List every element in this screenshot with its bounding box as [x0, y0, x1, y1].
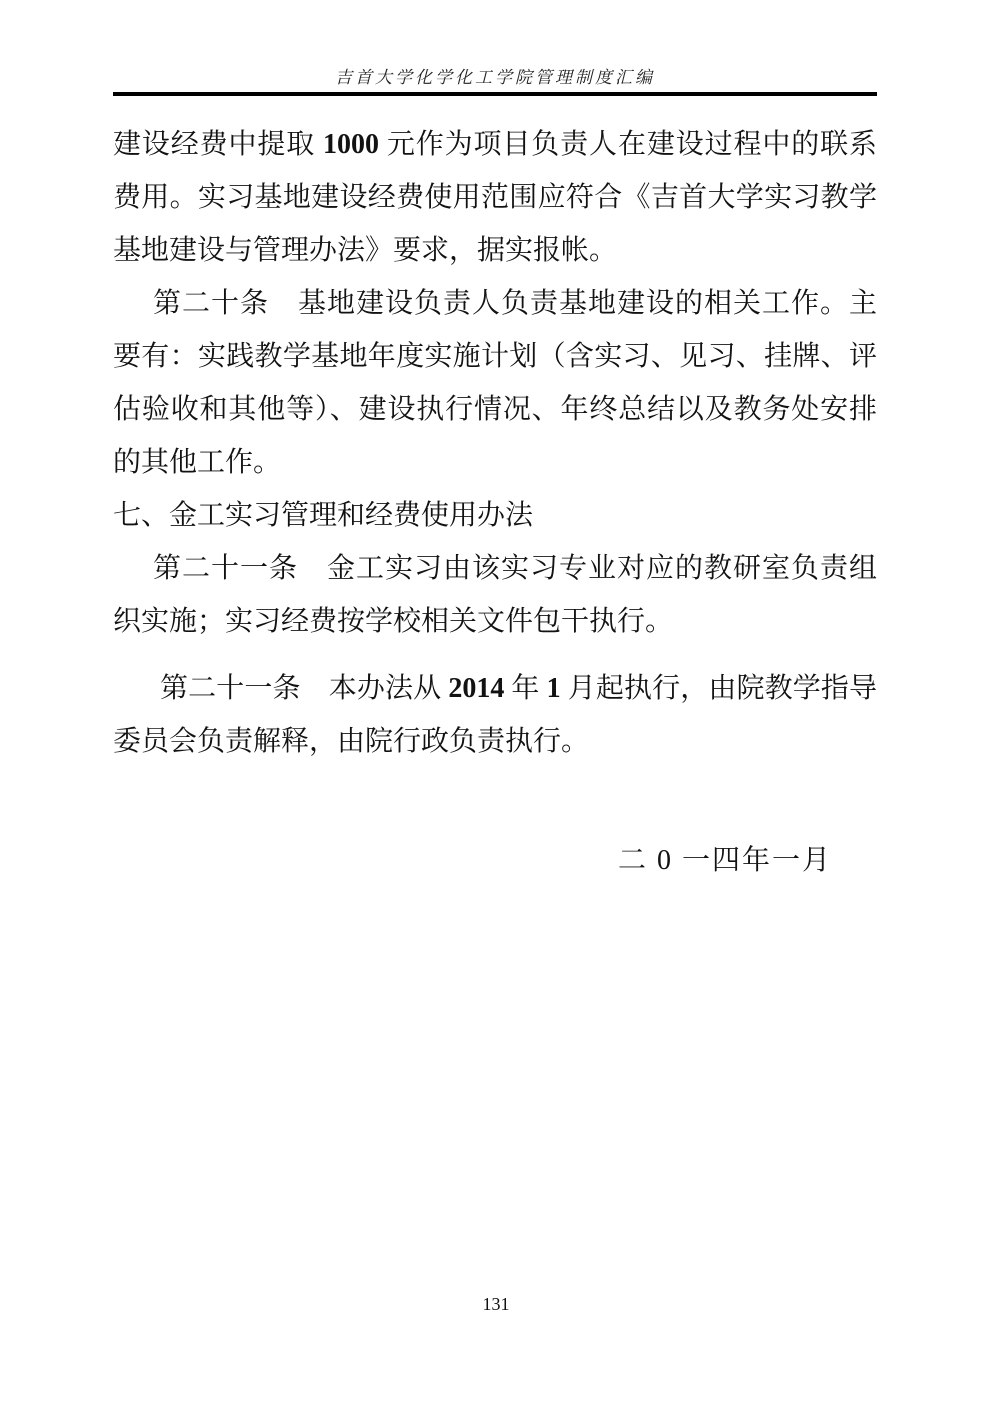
header-rule: [113, 92, 877, 96]
paragraph: [113, 542, 877, 648]
page-content: [113, 0, 877, 887]
text-segment: 元作为项目负责人在建设过程中的联系费用。实习基地建设经费使用范围应符合《吉首大学实习教学基地建设与管理办法》要求，据实报帐。: [113, 129, 877, 266]
paragraph: [113, 118, 877, 277]
document-body: [113, 118, 877, 768]
paragraph: [113, 662, 877, 768]
paragraph: [113, 277, 877, 489]
text-segment: 建设经费中提取: [113, 129, 324, 160]
bold-text-segment: 1: [546, 673, 561, 704]
page-number: 131: [482, 1294, 510, 1314]
text-segment: 第二十一条 本办法从: [160, 673, 449, 704]
text-segment: 第二十条 基地建设负责人负责基地建设的相关工作。主要有：实践教学基地年度实施计划（含实习、见习、挂牌、评估验收和其他等）、建设执行情况、年终总结以及教务处安排的其他工作。: [113, 288, 877, 478]
bold-text-segment: 1000: [323, 129, 380, 160]
section-heading: [113, 489, 877, 542]
bold-text-segment: 2014: [448, 673, 505, 704]
text-segment: 第二十一条 金工实习由该实习专业对应的教研室负责组织实施；实习经费按学校相关文件包干执行。: [113, 553, 877, 637]
text-segment: 月起执行，由院教学指导委员会负责解释，由院行政负责执行。: [113, 673, 877, 757]
date-line: 二 0 一四年一月: [617, 845, 832, 876]
text-segment: 年: [504, 673, 547, 704]
text-segment: 七、金工实习管理和经费使用办法: [113, 500, 534, 531]
page-header-title: 吉首大学化学化工学院管理制度汇编: [335, 68, 655, 87]
